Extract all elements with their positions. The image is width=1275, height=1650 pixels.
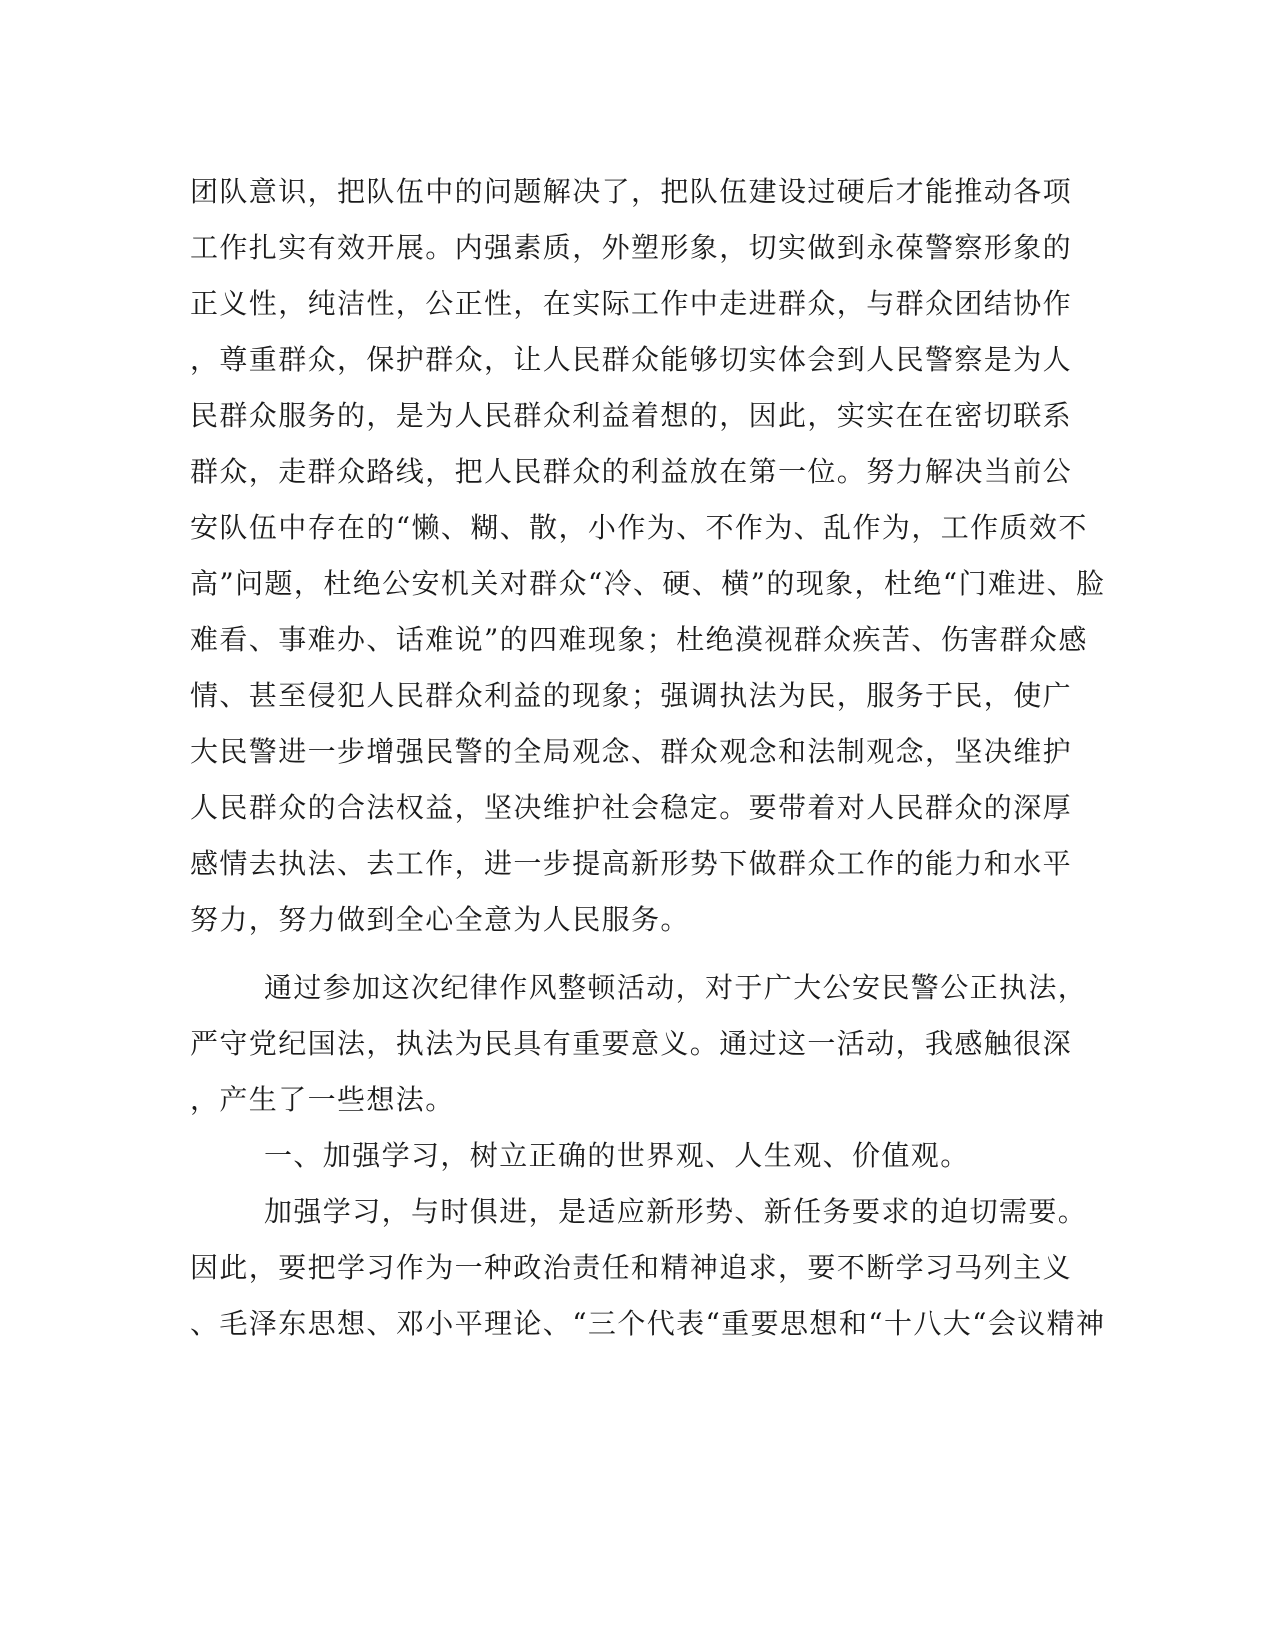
text-line: 高”问题，杜绝公安机关对群众“冷、硬、横”的现象，杜绝“门难进、脸 [190,567,1106,600]
text-line: ，产生了一些想法。 [190,1083,455,1116]
text-line: 、毛泽东思想、邓小平理论、“三个代表“重要思想和“十八大“会议精神 [190,1307,1106,1340]
text-line: 群众，走群众路线，把人民群众的利益放在第一位。努力解决当前公 [190,455,1073,488]
text-line: 严守党纪国法，执法为民具有重要意义。通过这一活动，我感触很深 [190,1027,1073,1060]
text-line: 人民群众的合法权益，坚决维护社会稳定。要带着对人民群众的深厚 [190,791,1073,824]
text-line: 工作扎实有效开展。内强素质，外塑形象，切实做到永葆警察形象的 [190,231,1073,264]
text-line: 大民警进一步增强民警的全局观念、群众观念和法制观念，坚决维护 [190,735,1073,768]
text-line: 正义性，纯洁性，公正性，在实际工作中走进群众，与群众团结协作 [190,287,1073,320]
text-line: ，尊重群众，保护群众，让人民群众能够切实体会到人民警察是为人 [190,343,1073,376]
text-line: 难看、事难办、话难说”的四难现象；杜绝漠视群众疾苦、伤害群众感 [190,623,1088,656]
text-line: 因此，要把学习作为一种政治责任和精神追求，要不断学习马列主义 [190,1251,1073,1284]
section-heading: 一、加强学习，树立正确的世界观、人生观、价值观。 [264,1139,970,1172]
text-line: 努力，努力做到全心全意为人民服务。 [190,903,690,936]
text-line: 团队意识，把队伍中的问题解决了，把队伍建设过硬后才能推动各项 [190,175,1073,208]
text-line: 安队伍中存在的“懒、糊、散，小作为、不作为、乱作为，工作质效不 [190,511,1088,544]
document-body [190,164,1106,1352]
text-line: 感情去执法、去工作，进一步提高新形势下做群众工作的能力和水平 [190,847,1073,880]
text-line: 民群众服务的，是为人民群众利益着想的，因此，实实在在密切联系 [190,399,1073,432]
paragraph-first-line: 通过参加这次纪律作风整顿活动，对于广大公安民警公正执法， [264,971,1088,1004]
text-line: 情、甚至侵犯人民群众利益的现象；强调执法为民，服务于民，使广 [190,679,1073,712]
paragraph-first-line: 加强学习，与时俱进，是适应新形势、新任务要求的迫切需要。 [264,1195,1088,1228]
